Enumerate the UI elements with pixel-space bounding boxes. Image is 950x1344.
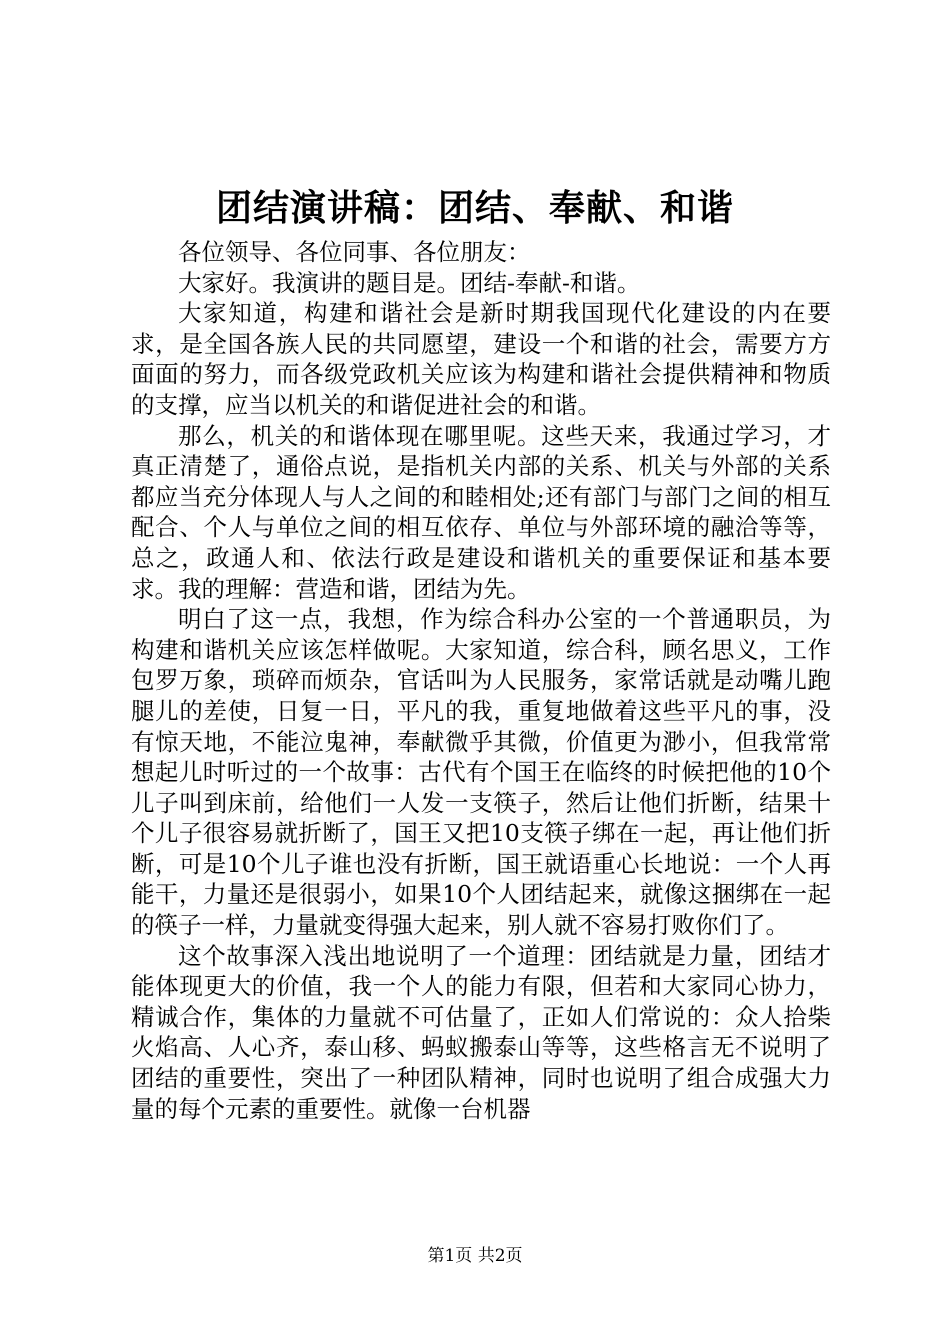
paragraph-greeting: 各位领导、各位同事、各位朋友： [178, 238, 531, 266]
paragraph: 那么，机关的和谐体现在哪里呢。这些天来，我通过学习，才真正清楚了，通俗点说，是指机关内部的关系、机关与外部的关系都应当充分体现人与人之间的和睦相处;还有部门与部门之间的相互配合、个人与单位之间的相互依存、单位与外部环境的融洽等等，总之，政通人和、依法行政是建设和谐机关的重要保证和基本要求。我的理解：营造和谐，团结为先。 [131, 421, 831, 603]
paragraph: 这个故事深入浅出地说明了一个道理：团结就是力量，团结才能体现更大的价值，我一个人的能力有限，但若和大家同心协力，精诚合作，集体的力量就不可估量了，正如人们常说的：众人拾柴火焰高、人心齐，泰山移、蚂蚁搬泰山等等，这些格言无不说明了团结的重要性，突出了一种团队精神，同时也说明了组合成强大力量的每个元素的重要性。就像一台机器 [131, 941, 831, 1123]
page-number-footer: 第1页 共2页 [427, 1246, 523, 1266]
paragraph: 大家知道，构建和谐社会是新时期我国现代化建设的内在要求，是全国各族人民的共同愿望，建设一个和谐的社会，需要方方面面的努力，而各级党政机关应该为构建和谐社会提供精神和物质的支撑，应当以机关的和谐促进社会的和谐。 [131, 299, 831, 419]
document-title: 团结演讲稿：团结、奉献、和谐 [215, 187, 734, 229]
document-body [131, 237, 831, 1124]
paragraph: 明白了这一点，我想，作为综合科办公室的一个普通职员，为构建和谐机关应该怎样做呢。大家知道，综合科，顾名思义，工作包罗万象，琐碎而烦杂，官话叫为人民服务，家常话就是动嘴儿跑腿儿的差使，日复一日，平凡的我，重复地做着这些平凡的事，没有惊天地，不能泣鬼神，奉献微乎其微，价值更为渺小，但我常常想起儿时听过的一个故事：古代有个国王在临终的时候把他的10个儿子叫到床前，给他们一人发一支筷子，然后让他们折断，结果十个儿子很容易就折断了，国王又把10支筷子绑在一起，再让他们折断，可是10个儿子谁也没有折断，国王就语重心长地说：一个人再能干，力量还是很弱小，如果10个人团结起来，就像这捆绑在一起的筷子一样，力量就变得强大起来，别人就不容易打败你们了。 [131, 605, 831, 940]
paragraph-opening: 大家好。我演讲的题目是。团结-奉献-和谐。 [178, 268, 641, 297]
